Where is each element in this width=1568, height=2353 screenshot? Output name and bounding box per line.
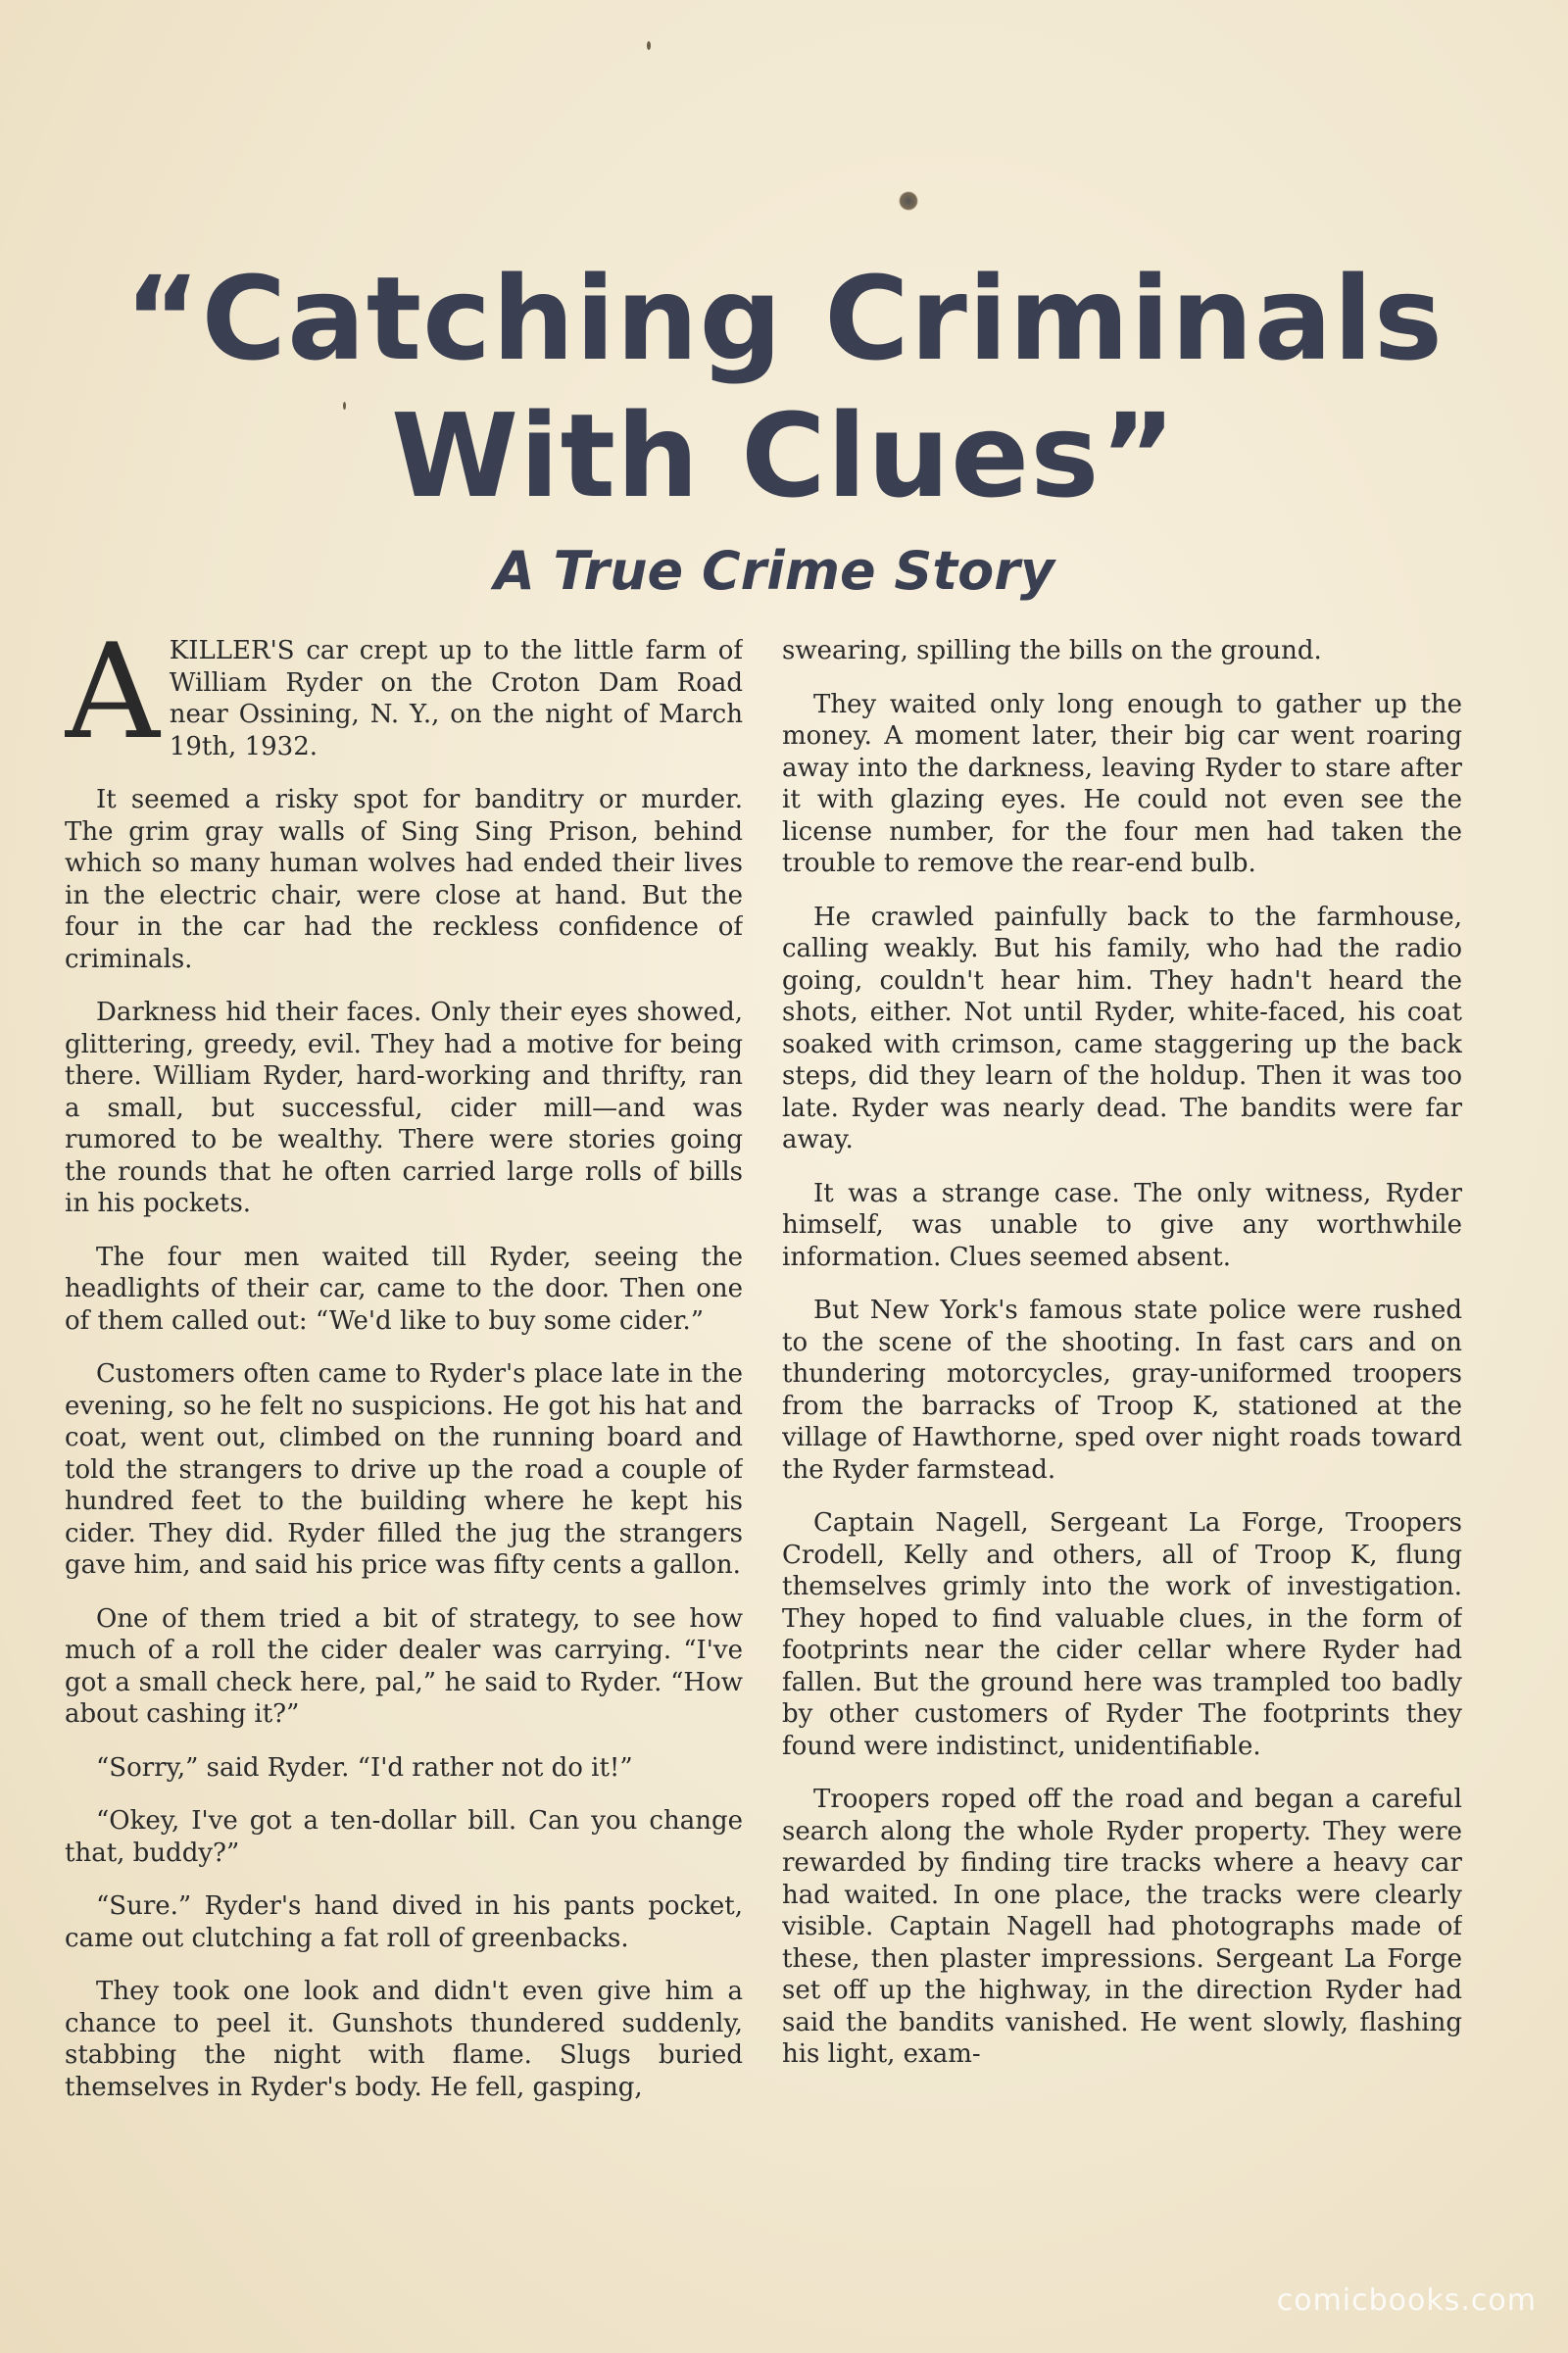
article-subtitle: A True Crime Story <box>493 540 1055 602</box>
paragraph: They took one look and didn't even give him a chance to peel it. Gunshots thundered suddenly, stabbing the night with flame. Slugs buried themselves in Ryder's body. He fell, gasping, <box>65 1977 743 2102</box>
paragraph: Customers often came to Ryder's place late in the evening, so he felt no suspicions. He got his hat and coat, went out, climbed on the running board and told the strangers to drive up the road a couple of hundred feet to the building where he kept his cider. They did. Ryder filled the jug the strangers gave him, and said his price was fifty cents a gallon. <box>65 1359 743 1580</box>
paragraph: They waited only long enough to gather up the money. A moment later, their big car went roaring away into the darkness, leaving Ryder to stare after it with glazing eyes. He could not even see the license number, for the four men had taken the trouble to remove the rear-end bulb. <box>782 689 1462 878</box>
paragraph: Darkness hid their faces. Only their eyes showed, glittering, greedy, evil. They had a motive for being there. William Ryder, hard-working and thrifty, ran a small, but successful, cider mill—and was rumored to be wealthy. There were stories going the rounds that he often carried large rolls of bills in his pockets. <box>65 998 743 1218</box>
paragraph: One of them tried a bit of strategy, to see how much of a roll the cider dealer was carrying. “I've got a small check here, pal,” he said to Ryder. “How about cashing it?” <box>65 1603 743 1729</box>
paragraph: “Sure.” Ryder's hand dived in his pants pocket, came out clutching a fat roll of greenbacks. <box>65 1891 743 1953</box>
title-line-2: With Clues” <box>391 388 1177 523</box>
paragraph: But New York's famous state police were rushed to the scene of the shooting. In fast cars and on thundering motorcycles, gray-uniformed troopers from the barracks of Troop K, stationed at the village of Hawthorne, sped over night roads toward the Ryder farmstead. <box>782 1296 1462 1485</box>
paragraph: swearing, spilling the bills on the ground. <box>782 636 1322 665</box>
left-column <box>65 635 743 2193</box>
paragraph: AKILLER'S car crept up to the little farm of William Ryder on the Croton Dam Road near Ossining, N. Y., on the night of March 19th, 1932. <box>65 635 743 768</box>
paragraph: Troopers roped off the road and began a careful search along the whole Ryder property. They were rewarded by finding tire tracks where a heavy car had waited. In one place, the tracks were clearly visible. Captain Nagell had photographs made of these, then plaster impressions. Sergeant La Forge set off up the highway, in the direction Ryder had said the bandits vanished. He went slowly, flashing his light, exam- <box>782 1785 1462 2069</box>
paper-speck <box>647 41 651 50</box>
paragraph: The four men waited till Ryder, seeing the headlights of their car, came to the door. Then one of them called out: “We'd like to buy some cider.” <box>65 1242 743 1336</box>
site-watermark: comicbooks.com <box>1276 2283 1537 2318</box>
title-line-1: “Catching Criminals <box>123 251 1445 386</box>
punch-hole <box>899 191 918 211</box>
right-column <box>782 635 1462 2193</box>
paragraph: “Okey, I've got a ten-dollar bill. Can you change that, buddy?” <box>65 1806 743 1868</box>
paragraph: “Sorry,” said Ryder. “I'd rather not do it!” <box>96 1752 633 1783</box>
drop-cap: A <box>65 635 160 768</box>
paragraph: He crawled painfully back to the farmhouse, calling weakly. But his family, who had the radio going, couldn't hear him. They hadn't heard the shots, either. Not until Ryder, white-faced, his coat soaked with crimson, came staggering up the back steps, did they learn of the holdup. Then it was too late. Ryder was nearly dead. The bandits were far away. <box>782 902 1462 1154</box>
paragraph: It seemed a risky spot for banditry or murder. The grim gray walls of Sing Sing Prison, behind which so many human wolves had ended their lives in the electric chair, were close at hand. But the four in the car had the reckless confidence of criminals. <box>65 785 743 974</box>
article-title <box>98 250 1470 524</box>
paragraph: It was a strange case. The only witness, Ryder himself, was unable to give any worthwhile information. Clues seemed absent. <box>782 1178 1462 1272</box>
paragraph: Captain Nagell, Sergeant La Forge, Troopers Crodell, Kelly and others, all of Troop K, flung themselves grimly into the work of investigation. They hoped to find valuable clues, in the form of footprints near the cider cellar where Ryder had fallen. But the ground here was trampled too badly by other customers of Ryder The footprints they found were indistinct, unidentifiable. <box>782 1508 1462 1761</box>
